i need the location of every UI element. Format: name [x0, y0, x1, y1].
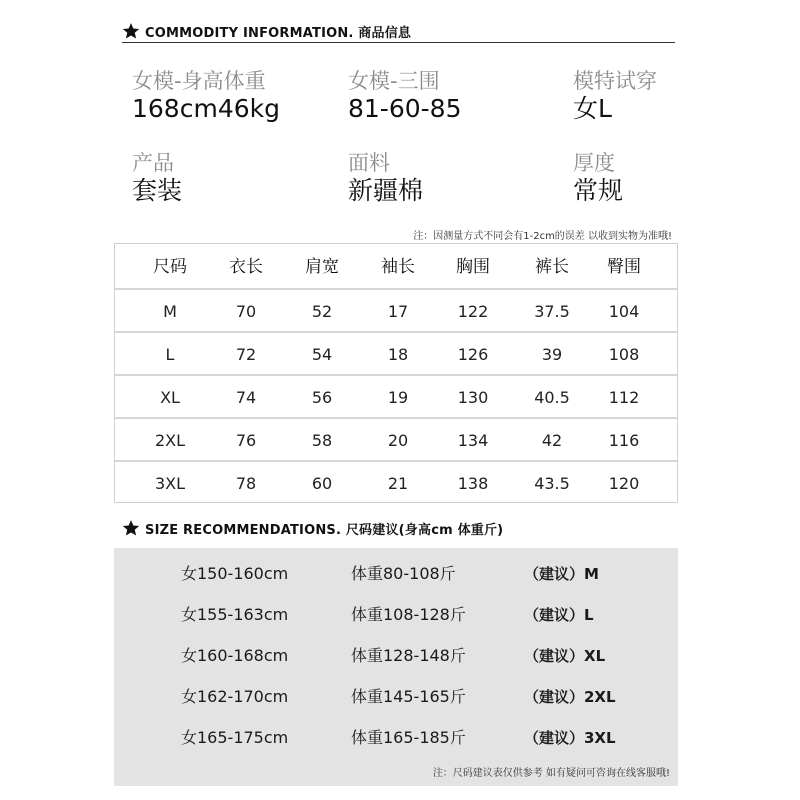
height-range: 女155-163cm: [181, 605, 289, 624]
table-cell: 21: [387, 474, 409, 493]
table-cell: 58: [311, 431, 333, 450]
table-header-cell: 肩宽: [305, 257, 339, 277]
table-cell: 138: [457, 474, 489, 493]
table-cell: 76: [235, 431, 257, 450]
table-header-cell: 胸围: [456, 257, 490, 277]
recommendation-row: [114, 600, 678, 630]
heading-divider: [122, 42, 675, 43]
info-thickness: [573, 150, 623, 206]
table-cell: 116: [608, 431, 640, 450]
size-advice: （建议）L: [524, 606, 594, 624]
recommendation-row: [114, 559, 678, 589]
info-product: [132, 150, 182, 206]
weight-range: 体重128-148斤: [351, 646, 466, 665]
star-icon: [122, 519, 140, 537]
table-cell: 37.5: [534, 302, 570, 321]
recommendation-row: [114, 682, 678, 712]
table-cell: 122: [457, 302, 489, 321]
commodity-heading: [122, 20, 411, 42]
info-fabric: [348, 150, 423, 206]
table-row: [115, 417, 677, 462]
height-range: 女150-160cm: [181, 564, 289, 583]
info-value: 常规: [573, 176, 624, 205]
table-cell: 20: [387, 431, 409, 450]
table-cell: 134: [457, 431, 489, 450]
table-cell: L: [165, 345, 175, 364]
table-cell: XL: [160, 388, 180, 407]
height-range: 女160-168cm: [181, 646, 289, 665]
table-header-cell: 臀围: [607, 257, 641, 277]
table-header-row: [115, 246, 677, 289]
table-header-cell: 袖长: [381, 257, 415, 277]
weight-range: 体重108-128斤: [351, 605, 466, 624]
table-cell: 70: [235, 302, 257, 321]
table-cell: 3XL: [154, 474, 186, 493]
info-model-size: [132, 68, 280, 124]
recommendation-row: [114, 641, 678, 671]
recommendations-heading: [122, 517, 503, 539]
info-value: 新疆棉: [348, 176, 424, 205]
table-cell: 39: [541, 345, 563, 364]
recommendation-note: 注：尺码建议表仅供参考 如有疑问可咨询在线客服哦!: [432, 768, 670, 779]
info-label: 女模-身高体重: [132, 69, 266, 93]
size-table: [114, 243, 678, 503]
table-cell: 130: [457, 388, 489, 407]
weight-range: 体重80-108斤: [351, 564, 456, 583]
table-row: [115, 331, 677, 376]
info-label: 面料: [348, 151, 390, 175]
recommendations-panel: [114, 548, 678, 786]
table-cell: 52: [311, 302, 333, 321]
weight-range: 体重145-165斤: [351, 687, 466, 706]
info-value: 女L: [573, 94, 612, 123]
table-cell: 72: [235, 345, 257, 364]
table-header-cell: 尺码: [153, 257, 187, 277]
table-cell: 120: [608, 474, 640, 493]
table-cell: 40.5: [534, 388, 570, 407]
measurement-note: 注：因测量方式不同会有1-2cm的误差 以收到实物为准哦!: [413, 231, 672, 242]
table-cell: 42: [541, 431, 563, 450]
size-advice: （建议）M: [524, 565, 599, 583]
table-cell: 74: [235, 388, 257, 407]
info-label: 女模-三围: [348, 69, 440, 93]
size-advice: （建议）XL: [524, 647, 606, 665]
info-value: 套装: [132, 176, 183, 205]
size-advice: （建议）3XL: [524, 729, 616, 747]
commodity-heading-text: COMMODITY INFORMATION. 商品信息: [145, 25, 412, 41]
table-row: [115, 374, 677, 419]
table-cell: 43.5: [534, 474, 570, 493]
recommendation-row: [114, 723, 678, 753]
table-cell: 17: [387, 302, 409, 321]
weight-range: 体重165-185斤: [351, 728, 466, 747]
info-model-measurements: [348, 68, 461, 124]
info-value: 168cm46kg: [132, 94, 280, 123]
table-cell: 56: [311, 388, 333, 407]
table-cell: 54: [311, 345, 333, 364]
table-cell: M: [163, 302, 177, 321]
table-cell: 19: [387, 388, 409, 407]
star-icon: [122, 22, 140, 40]
recommendations-heading-text: SIZE RECOMMENDATIONS. 尺码建议(身高cm 体重斤): [145, 522, 504, 538]
table-cell: 60: [311, 474, 333, 493]
table-cell: 108: [608, 345, 640, 364]
table-cell: 18: [387, 345, 409, 364]
table-cell: 78: [235, 474, 257, 493]
height-range: 女162-170cm: [181, 687, 289, 706]
info-label: 厚度: [573, 151, 615, 175]
info-model-tried: [573, 68, 657, 124]
table-row: [115, 460, 677, 505]
table-cell: 104: [608, 302, 640, 321]
table-cell: 2XL: [154, 431, 186, 450]
info-label: 模特试穿: [573, 69, 657, 93]
height-range: 女165-175cm: [181, 728, 289, 747]
table-cell: 126: [457, 345, 489, 364]
table-header-cell: 衣长: [229, 257, 263, 277]
info-label: 产品: [132, 151, 174, 175]
table-header-cell: 裤长: [535, 257, 569, 277]
table-row: [115, 288, 677, 333]
info-value: 81-60-85: [348, 94, 462, 123]
size-advice: （建议）2XL: [524, 688, 616, 706]
table-cell: 112: [608, 388, 640, 407]
